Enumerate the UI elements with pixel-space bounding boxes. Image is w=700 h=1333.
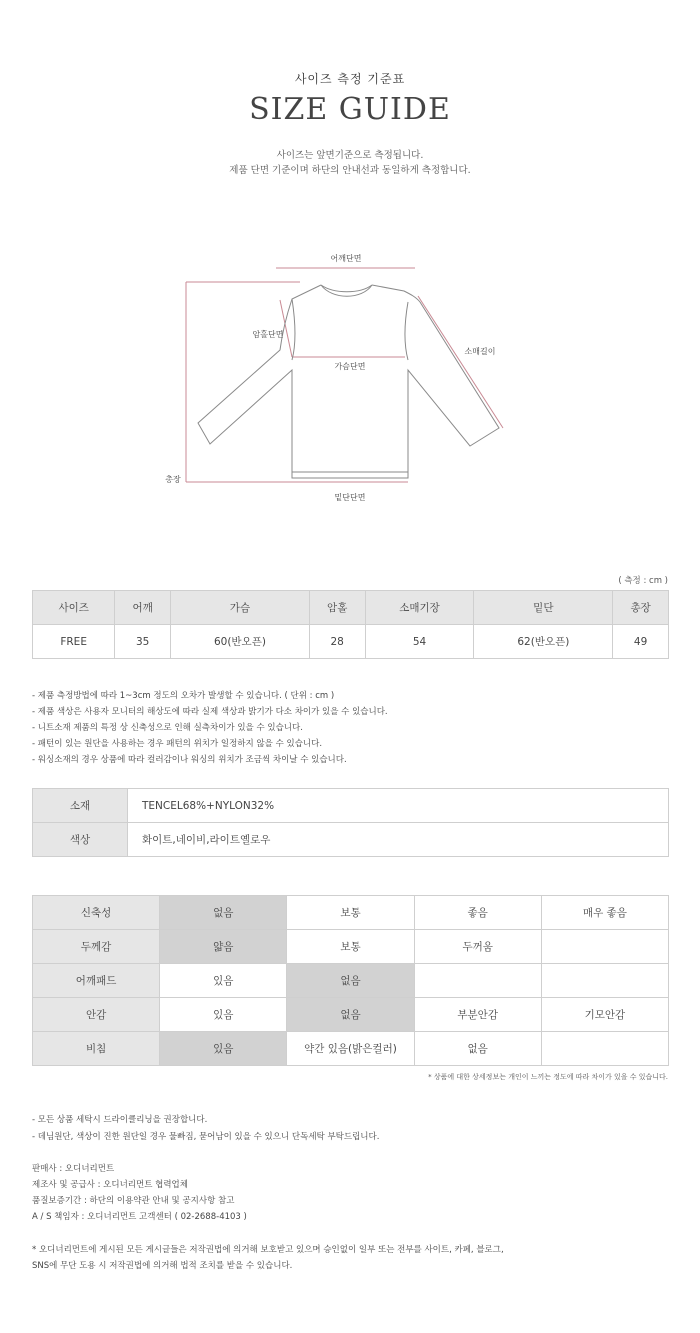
feature-option: 매우 좋음: [541, 896, 668, 930]
care-instructions: [32, 1112, 379, 1146]
armhole-guide: [280, 300, 292, 357]
table-row: [33, 964, 669, 998]
note-line: - 패턴이 있는 원단을 사용하는 경우 패턴의 위치가 일정하지 않을 수 있습니다.: [32, 739, 323, 749]
unit-label: ( 측정 : cm ): [618, 576, 668, 586]
material-table: [32, 788, 669, 857]
feature-label: 신축성: [33, 896, 160, 930]
feature-label: 비침: [33, 1032, 160, 1066]
company-line: 판매사 : 오디너리먼트: [32, 1164, 115, 1174]
size-cell: 28: [309, 625, 365, 659]
header-cell: 암홀: [309, 591, 365, 625]
feature-option: 있음: [160, 964, 287, 998]
table-row: [33, 823, 669, 857]
note-line: - 워싱소재의 경우 상품에 따라 컬러감이나 워싱의 위치가 조금씩 차이날 수 있습니다.: [32, 755, 347, 765]
size-cell: 60(반오픈): [171, 625, 310, 659]
label-shoulder: 어깨단면: [330, 254, 362, 263]
feature-label: 두께감: [33, 930, 160, 964]
feature-option: 보통: [287, 896, 414, 930]
table-row: [33, 1032, 669, 1066]
table-row: [33, 896, 669, 930]
size-table-header: [33, 591, 669, 625]
material-label: 소재: [33, 789, 128, 823]
feature-option: 없음: [414, 1032, 541, 1066]
feature-note: * 상품에 대한 상세정보는 개인이 느끼는 정도에 따라 차이가 있을 수 있습니다.: [428, 1073, 668, 1081]
feature-option: 기모안감: [541, 998, 668, 1032]
copyright-line: * 오디너리먼트에 게시된 모든 게시글들은 저작권법에 의거해 보호받고 있으며 승인없이 일부 또는 전부를 사이트, 카페, 블로그,: [32, 1245, 504, 1255]
size-cell: 54: [365, 625, 474, 659]
feature-option: 부분안감: [414, 998, 541, 1032]
note-line: - 제품 측정방법에 따라 1~3cm 정도의 오차가 발생할 수 있습니다. ( 단위 : cm ): [32, 691, 335, 701]
company-line: A / S 책임자 : 오디너리먼트 고객센터 ( 02-2688-4103 ): [32, 1212, 247, 1222]
size-cell: 49: [613, 625, 669, 659]
measurement-notes: [32, 688, 388, 768]
material-value: TENCEL68%+NYLON32%: [128, 789, 669, 823]
color-value: 화이트,네이비,라이트옐로우: [128, 823, 669, 857]
feature-option: [414, 964, 541, 998]
intro-line: 제품 단면 기준이며 하단의 안내선과 동일하게 측정합니다.: [229, 165, 471, 176]
neckline: [321, 285, 372, 296]
copyright-notice: [32, 1242, 504, 1274]
header-cell: 밑단: [474, 591, 613, 625]
label-chest: 가슴단면: [334, 362, 366, 371]
feature-label: 안감: [33, 998, 160, 1032]
company-line: 제조사 및 공급사 : 오디너리먼트 협력업체: [32, 1180, 188, 1190]
size-cell: 35: [115, 625, 171, 659]
table-row: [33, 998, 669, 1032]
feature-option: 좋음: [414, 896, 541, 930]
garment-diagram: [0, 240, 700, 510]
note-line: - 니트소재 제품의 특정 상 신축성으로 인해 실측차이가 있을 수 있습니다.: [32, 723, 303, 733]
feature-option: 두꺼움: [414, 930, 541, 964]
feature-option: 있음: [160, 998, 287, 1032]
feature-option: [541, 930, 668, 964]
note-line: - 제품 색상은 사용자 모니터의 해상도에 따라 실제 색상과 밝기가 다소 차이가 있을 수 있습니다.: [32, 707, 388, 717]
feature-option-selected: 있음: [160, 1032, 287, 1066]
table-row: [33, 625, 669, 659]
company-line: 품질보증기간 : 하단의 이용약관 안내 및 공지사항 참고: [32, 1196, 235, 1206]
measure-guides: [186, 268, 503, 482]
color-label: 색상: [33, 823, 128, 857]
feature-option: 보통: [287, 930, 414, 964]
feature-label: 어깨패드: [33, 964, 160, 998]
feature-table: [32, 895, 669, 1066]
company-info: [32, 1161, 247, 1225]
size-cell: FREE: [33, 625, 115, 659]
shirt-outline: [198, 285, 499, 478]
size-cell: 62(반오픈): [474, 625, 613, 659]
header-cell: 가슴: [171, 591, 310, 625]
feature-option: [541, 1032, 668, 1066]
page-title: SIZE GUIDE: [249, 92, 451, 127]
feature-option-selected: 없음: [287, 998, 414, 1032]
intro-text: [0, 148, 700, 178]
feature-option: 약간 있음(밝은컬러): [287, 1032, 414, 1066]
label-sleeve: 소매길이: [464, 347, 496, 356]
table-row: [33, 930, 669, 964]
header-cell: 총장: [613, 591, 669, 625]
intro-line: 사이즈는 앞면기준으로 측정됩니다.: [276, 150, 424, 161]
copyright-line: SNS에 무단 도용 시 저작권법에 의거해 법적 조치를 받을 수 있습니다.: [32, 1261, 293, 1271]
feature-option-selected: 얇음: [160, 930, 287, 964]
table-row: [33, 789, 669, 823]
label-length: 총장: [165, 475, 181, 484]
subtitle: 사이즈 측정 기준표: [294, 72, 406, 86]
right-armhole-seam: [405, 302, 408, 360]
care-line: - 모든 상품 세탁시 드라이클리닝을 권장합니다.: [32, 1115, 208, 1125]
header-cell: 사이즈: [33, 591, 115, 625]
feature-option: [541, 964, 668, 998]
size-table: [32, 590, 669, 659]
feature-option-selected: 없음: [287, 964, 414, 998]
label-armhole: 암홀단면: [252, 330, 284, 339]
header-cell: 어깨: [115, 591, 171, 625]
sleeve-guide: [418, 296, 503, 428]
care-line: - 데님원단, 색상이 진한 원단일 경우 물빠짐, 묻어남이 있을 수 있으니 단독세탁 부탁드립니다.: [32, 1132, 380, 1142]
header-cell: 소매기장: [365, 591, 474, 625]
label-hem: 밑단단면: [334, 493, 366, 502]
feature-option-selected: 없음: [160, 896, 287, 930]
left-armhole-seam: [292, 299, 295, 360]
